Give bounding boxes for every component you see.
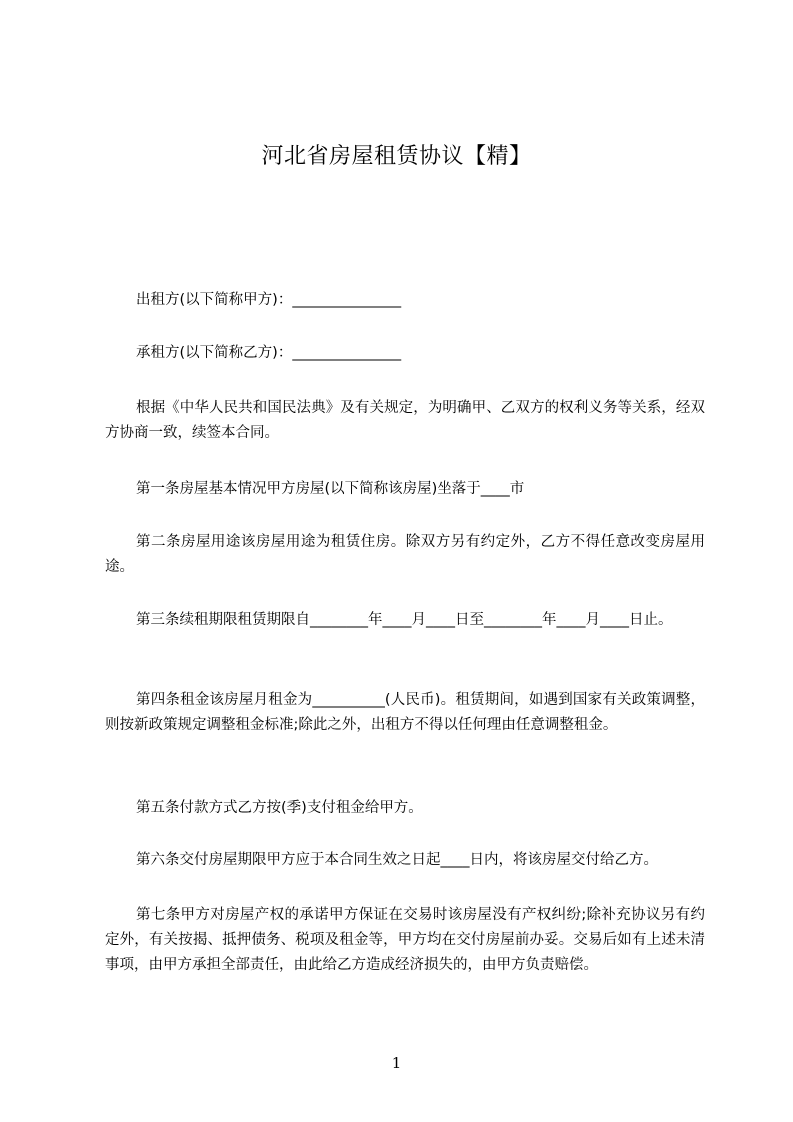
article-1-paragraph: 第一条房屋基本情况甲方房屋(以下简称该房屋)坐落于____市	[136, 481, 525, 497]
lessor-line: 出租方(以下简称甲方)：_______________	[136, 292, 402, 308]
article-7-paragraph: 第七条甲方对房屋产权的承诺甲方保证在交易时该房屋没有产权纠纷;除补充协议另有约定外，有关按揭、抵押债务、税项及租金等，甲方均在交付房屋前办妥。交易后如有上述未清事项，由甲方承担全部责任，由此给乙方造成经济损失的，由甲方负责赔偿。	[105, 907, 705, 973]
preamble-paragraph: 根据《中华人民共和国民法典》及有关规定，为明确甲、乙双方的权利义务等关系，经双方协商一致，续签本合同。	[105, 400, 705, 441]
article-6-paragraph: 第六条交付房屋期限甲方应于本合同生效之日起____日内，将该房屋交付给乙方。	[136, 852, 658, 868]
article-4-paragraph: 第四条租金该房屋月租金为__________(人民币)。租赁期间，如遇到国家有关政策调整，则按新政策规定调整租金标准;除此之外，出租方不得以任何理由任意调整租金。	[105, 692, 705, 733]
page-number: 1	[391, 1054, 402, 1072]
article-5-paragraph: 第五条付款方式乙方按(季)支付租金给甲方。	[136, 800, 423, 816]
article-3-paragraph: 第三条续租期限租赁期限自________年____月____日至________年____月____日止。	[136, 612, 673, 628]
article-2-paragraph: 第二条房屋用途该房屋用途为租赁住房。除双方另有约定外，乙方不得任意改变房屋用途。	[105, 534, 705, 575]
document-title: 河北省房屋租赁协议【精】	[261, 144, 532, 169]
lessee-line: 承租方(以下简称乙方)：_______________	[136, 345, 402, 361]
